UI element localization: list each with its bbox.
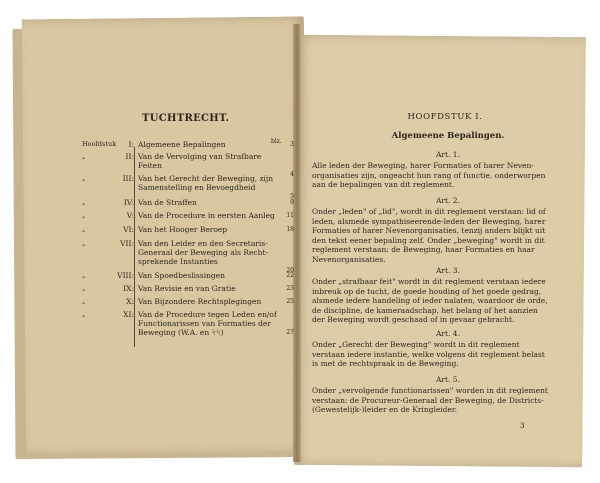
toc-page: 20 <box>286 267 294 274</box>
toc-title-text: Van Spoedbeslissingen <box>138 271 225 280</box>
article-heading: Art. 3. <box>436 266 460 275</box>
toc-number: VII: <box>120 239 134 248</box>
article-text: Alle leden der Beweging, harer Formaties of harer Neven-organisaties zijn, ongeacht hun rang of functie, onderworpen aan de bepalingen van dit reglement. <box>312 161 546 190</box>
toc-title-text: Van de Vervolging van Strafbare Feiten <box>138 152 262 170</box>
toc-page: 11 <box>286 212 294 219</box>
article-text: Onder „strafbaar feit" wordt in dit reglement verstaan iedere inbreuk op de tucht, de goede houding of het goede gedrag, alsmede iedere handeling of ieder nalaten, waardoor de orde, de discipline, de kameraadschap, het belang of het aanzien der Beweging wordt geschaad of in gevaar gebracht. <box>312 277 548 325</box>
toc-prefix: „ <box>82 225 86 233</box>
toc-title-text: Van Bijzondere Rechtsplegingen <box>138 297 262 306</box>
toc-number: VIII: <box>117 271 134 280</box>
toc-number: V: <box>126 211 134 220</box>
toc-prefix: „ <box>82 271 86 279</box>
toc-number: X: <box>126 297 134 306</box>
toc-prefix: „ <box>82 297 86 305</box>
toc-prefix: „ <box>82 174 86 182</box>
toc-number: VI: <box>123 225 134 234</box>
toc-title-text: Van het Hooger Beroep <box>138 225 228 234</box>
toc-divider <box>134 147 135 347</box>
toc-page: 9 <box>290 199 294 206</box>
toc-title: TUCHTRECHT. <box>142 113 230 124</box>
toc-page: 25 <box>286 298 294 305</box>
toc-page: 5 <box>290 193 294 200</box>
toc-page: 3 <box>290 141 294 148</box>
toc-prefix: „ <box>82 310 86 318</box>
toc-title-text: Van Revisie en van Gratie <box>138 284 236 293</box>
toc-page: 22 <box>286 272 294 279</box>
toc-number: II: <box>125 152 134 161</box>
toc-prefix: „ <box>82 152 86 160</box>
toc-prefix: Hoofdstuk <box>82 140 117 148</box>
toc-number: IX: <box>123 284 134 293</box>
toc-title-text: Van de Straffen <box>138 198 197 207</box>
toc-number: IV: <box>123 198 134 207</box>
toc-prefix: „ <box>82 239 86 247</box>
toc-title-text: Algemeene Bepalingen <box>138 140 226 149</box>
toc-page: 23 <box>286 285 294 292</box>
article-heading: Art. 2. <box>436 196 460 205</box>
toc-number: XI: <box>123 310 134 319</box>
toc-prefix: „ <box>82 284 86 292</box>
article-heading: Art. 1. <box>436 150 460 159</box>
page-number: 3 <box>520 422 525 430</box>
article-heading: Art. 5. <box>436 375 460 384</box>
article-text: Onder „vervolgende functionarissen" worden in dit reglement verstaan: de Procureur-Generaal der Beweging, de Districts-(Gewestelijk-)leider en de Kringleider. <box>312 386 548 415</box>
toc-title-text: Van de Procedure tegen Leden en/of Functionarissen van Formaties der Beweging (W.A. en ᛋᛋ) <box>138 310 277 337</box>
toc-prefix: „ <box>82 198 86 206</box>
toc-number: III: <box>122 174 134 183</box>
toc-prefix: „ <box>82 211 86 219</box>
toc-page: 27 <box>286 329 294 336</box>
toc-title-text: Van het Gerecht der Beweging, zijn Samenstelling en Bevoegdheid <box>138 174 274 192</box>
toc-page-column-label: blz. <box>271 138 282 145</box>
section-heading: Algemeene Bepalingen. <box>391 131 505 141</box>
toc-number: I: <box>128 140 134 149</box>
toc-title-text: Van den Leider en den Secretaris-Generaal der Beweging als Recht-sprekende Instanties <box>138 239 269 266</box>
toc-page: 4 <box>290 171 294 178</box>
toc-title-text: Van de Procedure in eersten Aanleg <box>138 211 275 220</box>
left-page <box>22 17 309 456</box>
article-text: Onder „leden" of „lid", wordt in dit reglement verstaan: lid of leden, alsmede sympathiseerende-leden der Beweging, harer Formaties of harer Nevenorganisaties, tenzij anders blijkt uit den tekst eener bepaling zelf. Onder „beweging" wordt in dit reglement verstaan: de Beweging, haar Formaties en haar Nevenorganisaties. <box>312 207 546 264</box>
article-text: Onder „Gerecht der Beweging" wordt in dit reglement verstaan iedere instantie, welke volgens dit reglement belast is met de rechtspraak in de Beweging. <box>312 340 545 369</box>
chapter-heading: HOOFDSTUK I. <box>407 112 483 122</box>
book-spine <box>293 24 301 462</box>
article-heading: Art. 4. <box>436 329 460 338</box>
toc-page: 18 <box>286 226 294 233</box>
